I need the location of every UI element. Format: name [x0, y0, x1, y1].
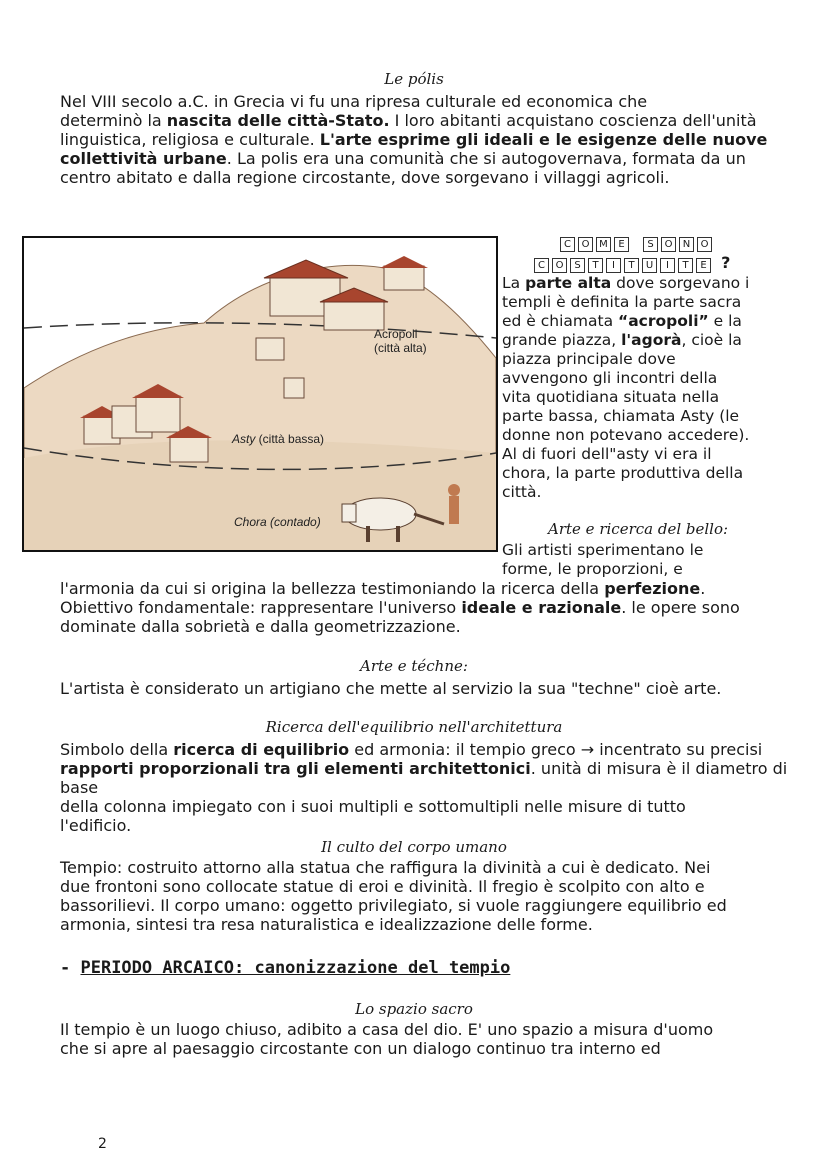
plain-shape [24, 440, 496, 550]
polis-line-1: Nel VIII secolo a.C. in Grecia vi fu una ripresa culturale ed economica che [60, 92, 648, 111]
arte-bello-right-lines: Gli artisti sperimentano le forme, le proporzioni, e [502, 541, 704, 578]
polis-line-5: centro abitato e dalla regione circostante, dove sorgevano i villaggi agricoli. [60, 168, 670, 187]
corpo-paragraph: Tempio: costruito attorno alla statua che raffigura la divinità a cui è dedicato. Nei due frontoni sono collocate statue di eroi e divinità. Il fregio è scolpito con alto e bassorilievi. Il corpo umano: oggetto privilegiato, si vuole raggiungere equilibrio ed armonia, sintesi tra resa naturalistica e idealizzazione delle forme. [60, 858, 727, 934]
arte-bello-paragraph: l'armonia da cui si origina la bellezza testimoniando la ricerca della perfezione. Obiettivo fondamentale: rappresentare l'universo ideale e razionale. le opere sono dominate dalla sobrietà e dalla geometrizzazione. [60, 579, 740, 636]
section-heading-periodo-arcaico: - PERIODO ARCAICO: canonizzazione del tempio [60, 958, 511, 978]
section-title-polis: Le pólis [384, 70, 444, 88]
spazio-paragraph: Il tempio è un luogo chiuso, adibito a casa del dio. E' uno spazio a misura d'uomo che si apre al paesaggio circostante con un dialogo continuo tra interno ed [60, 1020, 714, 1058]
polis-line-3: linguistica, religiosa e culturale. L'arte esprime gli ideali e le esigenze delle nuove [60, 130, 768, 149]
label-acropoli: Acropoli [374, 327, 418, 341]
polis-diagram [24, 238, 496, 550]
label-chora: Chora (contado) [234, 515, 321, 529]
polis-line-4: collettività urbane. La polis era una comunità che si autogovernava, formata da un [60, 149, 746, 168]
section-title-techne: Arte e téchne: [360, 657, 468, 675]
come-sono-title-line-2: C O S T I T U I T E ? [534, 253, 730, 273]
polis-line-2: determinò la nascita delle città-Stato. I loro abitanti acquistano coscienza dell'unità [60, 111, 757, 130]
equilibrio-paragraph: Simbolo della ricerca di equilibrio ed armonia: il tempio greco → incentrato su precisi rapporti proporzionali tra gli elementi architettonici. unità di misura è il diametro di base della colonna impiegato con i suoi multipli e sottomultipli nelle misure di tutto l'edificio. [60, 740, 788, 835]
section-title-equilibrio: Ricerca dell'equilibrio nell'architettura [265, 718, 563, 736]
polis-paragraph [60, 92, 767, 187]
label-asty: Asty (città bassa) [232, 432, 325, 446]
section-title-corpo: Il culto del corpo umano [321, 838, 507, 856]
polis-illustration [22, 236, 498, 552]
techne-paragraph: L'artista è considerato un artigiano che mette al servizio la sua "techne" cioè arte. [60, 679, 722, 698]
label-acropoli-sub: (città alta) [374, 341, 427, 355]
come-sono-paragraph: La parte alta dove sorgevano i templi è definita la parte sacra ed è chiamata “acropoli” e la grande piazza, l'agorà, cioè la piazza principale dove avvengono gli incontri della vita quotidiana situata nella parte bassa, chiamata Asty (le donne non potevano accedere). Al di fuori dell"asty vi era il chora, la parte produttiva della città. [502, 274, 750, 501]
page-number: 2 [98, 1136, 107, 1152]
section-title-spazio: Lo spazio sacro [355, 1000, 473, 1018]
section-title-arte-bello: Arte e ricerca del bello: [548, 520, 729, 538]
come-sono-title-line-1: C O M E S O N O [560, 232, 715, 252]
